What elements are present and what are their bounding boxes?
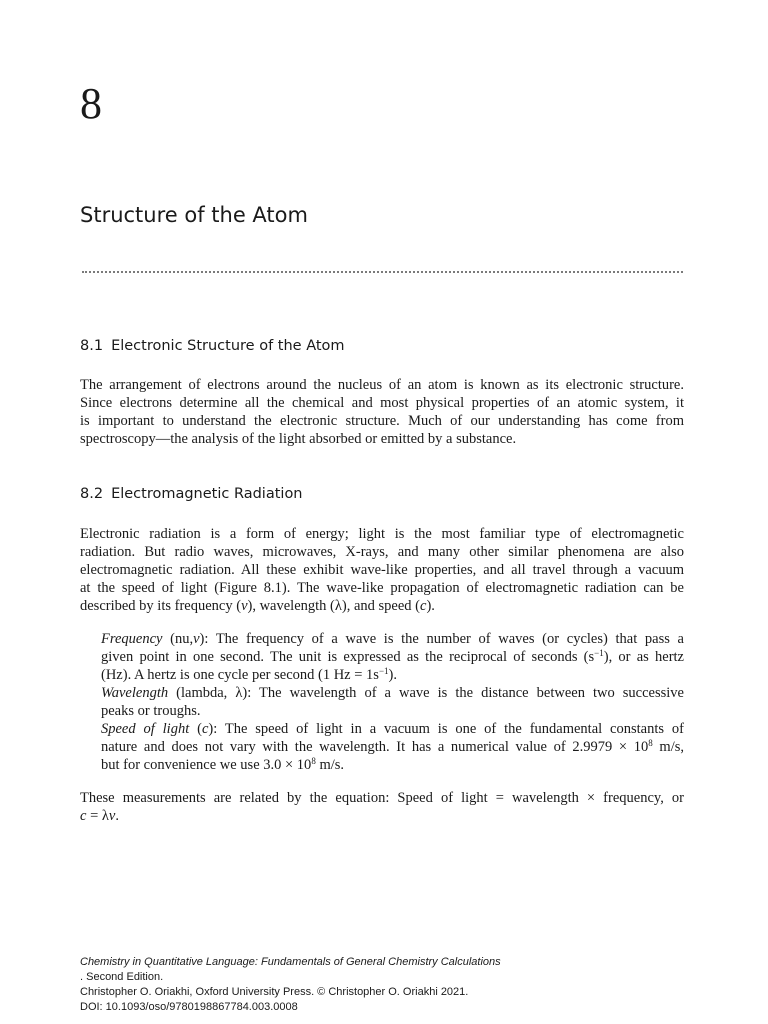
text-run: given point in one second. The unit is expressed as the reciprocal of seconds (s <box>101 649 595 665</box>
footer-doi: DOI: 10.1093/oso/9780198867784.003.0008 <box>80 1001 298 1013</box>
text-run: ): The frequency of a wave is the number of waves (or cycles) that pass a <box>199 631 684 647</box>
paragraph-equation <box>80 789 684 825</box>
text-run: but for convenience we use 3.0 × 10 <box>101 757 312 773</box>
section-title: Electromagnetic Radiation <box>111 486 303 502</box>
text-line: spectroscopy—the analysis of the light absorbed or emitted by a substance. <box>80 431 517 447</box>
definition-speed-of-light <box>101 720 684 738</box>
text-run: ): The speed of light in a vacuum is one of the fundamental constants of <box>208 721 684 737</box>
term-frequency: Frequency <box>101 631 163 647</box>
c-symbol: c <box>201 721 209 737</box>
book-title: Chemistry in Quantitative Language: Fundamentals of General Chemistry Calculations <box>80 956 501 968</box>
text-line: Electronic radiation is a form of energy; light is the most familiar type of electromagnetic <box>80 526 684 542</box>
text-line: These measurements are related by the equation: Speed of light = wavelength × frequency, or <box>80 790 684 806</box>
term-wavelength: Wavelength <box>101 685 169 701</box>
text-line: radiation. But radio waves, microwaves, X-rays, and many other similar phenomena are also <box>80 544 684 560</box>
text-run: (Hz). A hertz is one cycle per second (1 Hz = 1s <box>101 667 379 683</box>
text-line <box>80 597 684 615</box>
text-run: (nu, <box>162 631 194 647</box>
c-symbol: c <box>80 808 87 824</box>
text-run: . <box>115 808 119 824</box>
paragraph-electromagnetic-radiation <box>80 525 684 615</box>
text-run: m/s. <box>315 757 345 773</box>
nu-symbol: ν <box>108 808 116 824</box>
text-run: (lambda, λ): The wavelength of a wave is the distance between two successive <box>168 685 684 701</box>
definition-frequency <box>101 630 684 648</box>
text-run: ), or as hertz <box>603 649 684 665</box>
nu-symbol: ν <box>193 631 200 647</box>
text-run: = λ <box>86 808 109 824</box>
chapter-number: 8 <box>80 79 102 128</box>
term-speed-of-light: Speed of light <box>101 721 190 737</box>
text-line <box>101 648 684 666</box>
nu-symbol: ν <box>241 598 248 614</box>
paragraph-electronic-structure <box>80 376 684 448</box>
text-line <box>101 756 684 774</box>
c-symbol: c <box>420 598 427 614</box>
text-line: is important to understand the electronic structure. Much of our understanding has come from <box>80 413 684 429</box>
text-line: Since electrons determine all the chemical and most physical properties of an atomic system, it <box>80 395 684 411</box>
superscript: −1 <box>378 666 389 676</box>
edition-text: . Second Edition. <box>80 971 164 983</box>
text-run: described by its frequency ( <box>80 598 242 614</box>
section-title: Electronic Structure of the Atom <box>111 338 345 354</box>
text-line: peaks or troughs. <box>101 703 201 719</box>
text-line <box>101 666 684 684</box>
text-run: ), wavelength (λ), and speed ( <box>247 598 421 614</box>
superscript: 8 <box>648 738 653 748</box>
section-number: 8.2 <box>80 486 104 502</box>
section-number: 8.1 <box>80 338 104 354</box>
definition-wavelength <box>101 684 684 702</box>
text-line <box>101 738 684 756</box>
section-heading-8-1 <box>80 336 345 356</box>
footer-copyright: Christopher O. Oriakhi, Oxford University Press. © Christopher O. Oriakhi 2021. <box>80 986 469 998</box>
text-line: at the speed of light (Figure 8.1). The wave-like propagation of electromagnetic radiation can be <box>80 580 684 596</box>
text-run: nature and does not vary with the wavelength. It has a numerical value of 2.9979 × 10 <box>101 739 649 755</box>
equation-line <box>80 807 684 825</box>
text-run: ). <box>426 598 435 614</box>
footer-citation <box>80 955 700 985</box>
section-heading-8-2 <box>80 484 303 504</box>
superscript: −1 <box>594 648 604 658</box>
text-line: The arrangement of electrons around the nucleus of an atom is known as its electronic structure. <box>80 377 684 393</box>
dotted-divider <box>82 271 683 273</box>
text-run: m/s, <box>652 739 684 755</box>
superscript: 8 <box>311 756 316 766</box>
definition-list <box>101 630 684 774</box>
text-run: ( <box>189 721 202 737</box>
chapter-title: Structure of the Atom <box>80 203 308 227</box>
page-footer <box>80 955 700 1015</box>
text-line: electromagnetic radiation. All these exhibit wave-like properties, and all travel through a vacuum <box>80 562 684 578</box>
text-run: ). <box>388 667 397 683</box>
